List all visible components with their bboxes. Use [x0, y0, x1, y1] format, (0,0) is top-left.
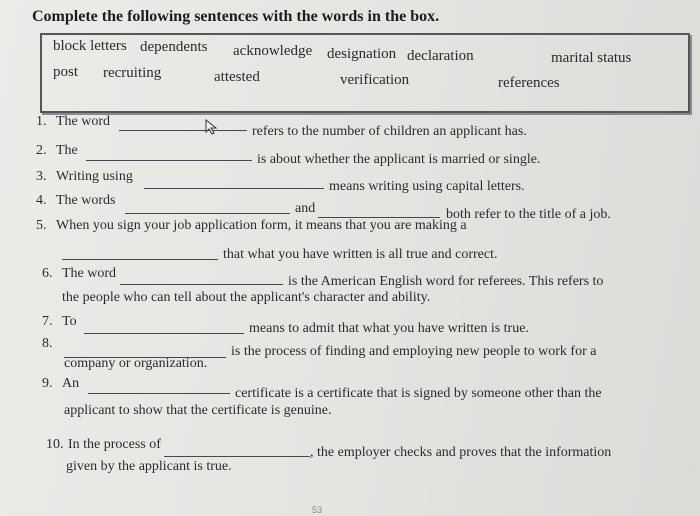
item-9 [42, 376, 79, 392]
answer-blank-1[interactable] [119, 130, 247, 131]
item-6-continuation: the people who can tell about the applicant's character and ability. [62, 290, 431, 305]
item-8-after: is the process of finding and employing new people to work for a [231, 344, 597, 359]
item-number: 9. [42, 376, 53, 391]
word-box-item: attested [214, 69, 260, 85]
item-4-middle: and [295, 201, 316, 216]
item-5-after: that what you have written is all true and correct. [223, 247, 498, 262]
answer-blank-4a[interactable] [125, 213, 290, 214]
item-3 [36, 169, 133, 185]
item-number: 6. [42, 266, 53, 281]
word-box-item: designation [327, 46, 397, 62]
item-number: 1. [36, 114, 47, 129]
answer-blank-6[interactable] [120, 284, 283, 285]
item-4 [36, 193, 116, 209]
word-box-item: dependents [140, 39, 208, 55]
word-box-item: declaration [407, 48, 474, 64]
item-9-continuation: applicant to show that the certificate is genuine. [64, 403, 332, 418]
word-box [40, 33, 690, 113]
item-number: 8. [42, 336, 53, 351]
word-box-item: marital status [551, 50, 632, 66]
mouse-cursor-icon [205, 119, 219, 135]
item-number: 2. [36, 143, 47, 158]
item-text-before: To [62, 314, 77, 329]
word-box-item: references [498, 75, 560, 91]
word-box-item: verification [340, 72, 410, 88]
word-box-item: block letters [53, 38, 127, 54]
item-6-after: is the American English word for referees. This refers to [288, 274, 604, 289]
item-8 [42, 336, 62, 352]
item-text-before: The word [62, 266, 117, 281]
item-2 [36, 143, 78, 159]
item-text-before: The words [56, 193, 116, 208]
item-text-before: When you sign your job application form, it means that you are making a [56, 218, 467, 233]
item-number: 5. [36, 218, 47, 233]
item-number: 3. [36, 169, 47, 184]
answer-blank-10[interactable] [164, 456, 310, 457]
item-10 [46, 437, 161, 453]
item-1 [36, 114, 110, 130]
word-box-item: recruiting [103, 65, 162, 81]
item-text-before: Writing using [56, 169, 133, 184]
word-box-item: acknowledge [233, 43, 313, 59]
item-text-before: In the process of [68, 437, 161, 452]
word-box-item: post [53, 64, 79, 80]
item-7-after: means to admit that what you have written is true. [249, 321, 529, 336]
item-3-after: means writing using capital letters. [329, 179, 525, 194]
instructions-heading: Complete the following sentences with the words in the box. [32, 8, 440, 25]
item-number: 4. [36, 193, 47, 208]
item-text-before: The word [56, 114, 111, 129]
answer-blank-3[interactable] [144, 188, 324, 189]
item-7 [42, 314, 77, 330]
answer-blank-7[interactable] [84, 333, 244, 334]
item-6 [42, 266, 116, 282]
item-text-before: An [62, 376, 80, 391]
answer-blank-9[interactable] [88, 393, 230, 394]
item-9-after: certificate is a certificate that is signed by someone other than the [235, 386, 602, 401]
item-1-after: refers to the number of children an applicant has. [252, 124, 527, 139]
item-4-after: both refer to the title of a job. [446, 207, 611, 222]
item-text-before: The [56, 143, 78, 158]
item-10-after: , the employer checks and proves that the information [310, 445, 612, 460]
item-2-after: is about whether the applicant is married or single. [257, 152, 541, 167]
answer-blank-2[interactable] [86, 160, 252, 161]
item-10-continuation: given by the applicant is true. [66, 459, 232, 474]
item-5 [36, 218, 467, 234]
answer-blank-5[interactable] [62, 259, 218, 260]
item-number: 7. [42, 314, 53, 329]
page-number: 53 [312, 505, 323, 515]
item-number: 10. [46, 437, 64, 452]
item-8-continuation: company or organization. [64, 356, 208, 371]
